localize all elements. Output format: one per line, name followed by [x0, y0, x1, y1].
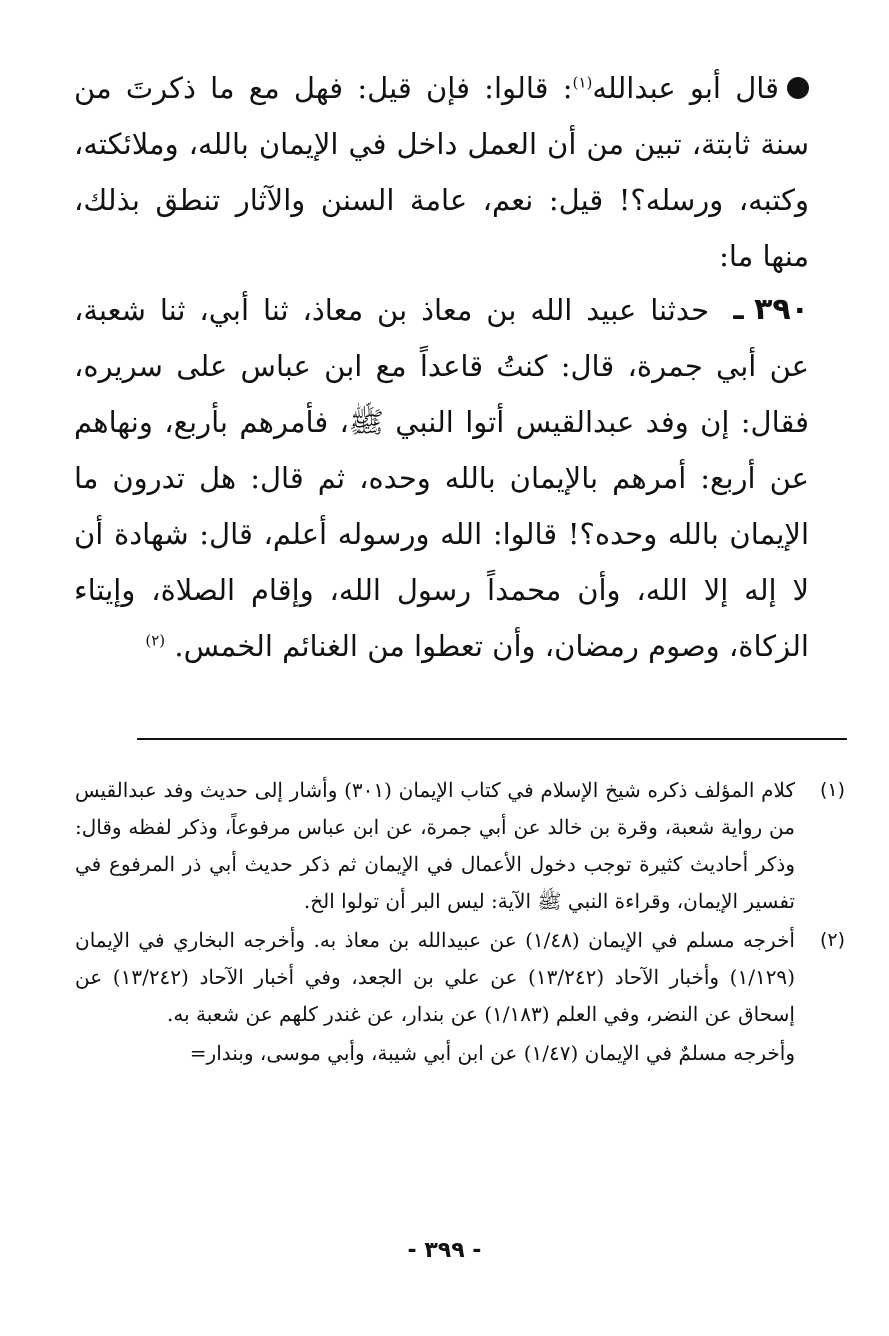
intro-text-b: : قالوا: فإن قيل: فهل مع ما ذكرتَ من سنة ثابتة، تبين من أن العمل داخل في الإيمان بالله، وملائكته، وكتبه، ورسله؟! قيل: نعم، عامة السنن والآثار تنطق بذلك، منها ما:	[74, 71, 809, 273]
hadith-footnote-ref[interactable]: (٢)	[145, 631, 166, 650]
hadith-390	[74, 282, 809, 674]
footnote-2	[75, 922, 845, 1033]
footnote-number: (١)	[819, 779, 845, 801]
footnote-text: أخرجه مسلم في الإيمان (١/٤٨) عن عبيدالله بن معاذ به. وأخرجه البخاري في الإيمان (١/١٢٩) وأخبار الآحاد (١٣/٢٤٢) عن علي بن الجعد، وفي أخبار الآحاد (١٣/٢٤٢) عن إسحاق عن النضر، وفي العلم (١/١٨٣) عن بندار، عن غندر كلهم عن شعبة به.	[75, 928, 795, 1026]
hadith-text: حدثنا عبيد الله بن معاذ بن معاذ، ثنا أبي، ثنا شعبة، عن أبي جمرة، قال: كنتُ قاعداً مع ابن عباس على سريره، فقال: إن وفد عبدالقيس أتوا النبي ﷺ، فأمرهم بأربع، ونهاهم عن أربع: أمرهم بالإيمان بالله وحده، ثم قال: هل تدرون ما الإيمان بالله وحده؟! قالوا: الله ورسوله أعلم، قال: شهادة أن لا إله إلا الله، وأن محمداً رسول الله، وإقام الصلاة، وإيتاء الزكاة، وصوم رمضان، وأن تعطوا من الغنائم الخمس.	[74, 293, 809, 663]
intro-paragraph	[74, 60, 809, 284]
footnote-continuation: وأخرجه مسلمٌ في الإيمان (١/٤٧) عن ابن أبي شيبة، وأبي موسى، وبندار=	[189, 1041, 795, 1065]
footnote-divider	[137, 738, 847, 740]
hadith-text-block	[74, 282, 809, 674]
intro-footnote-ref[interactable]: (١)	[572, 73, 593, 92]
intro-text-a: قال أبو عبدالله	[592, 71, 779, 105]
footnote-text: كلام المؤلف ذكره شيخ الإسلام في كتاب الإيمان (٣٠١) وأشار إلى حديث وفد عبدالقيس من رواية شعبة، وقرة بن خالد عن أبي جمرة، عن ابن عباس مرفوعاً، وذكر لفظه وقال: وذكر أحاديث كثيرة توجب دخول الأعمال في الإيمان ثم ذكر حديث أبي ذر المرفوع في تفسير الإيمان، وقراءة النبي ﷺ الآية: ليس البر أن تولوا الخ.	[75, 778, 795, 913]
hadith-number: ٣٩٠ ـ	[733, 292, 809, 327]
page-number: - ٣٩٩ -	[407, 1238, 482, 1263]
footnotes	[75, 772, 845, 1072]
footnote-number: (٢)	[819, 929, 845, 951]
footnote-1	[75, 772, 845, 920]
bullet-icon	[787, 77, 809, 99]
